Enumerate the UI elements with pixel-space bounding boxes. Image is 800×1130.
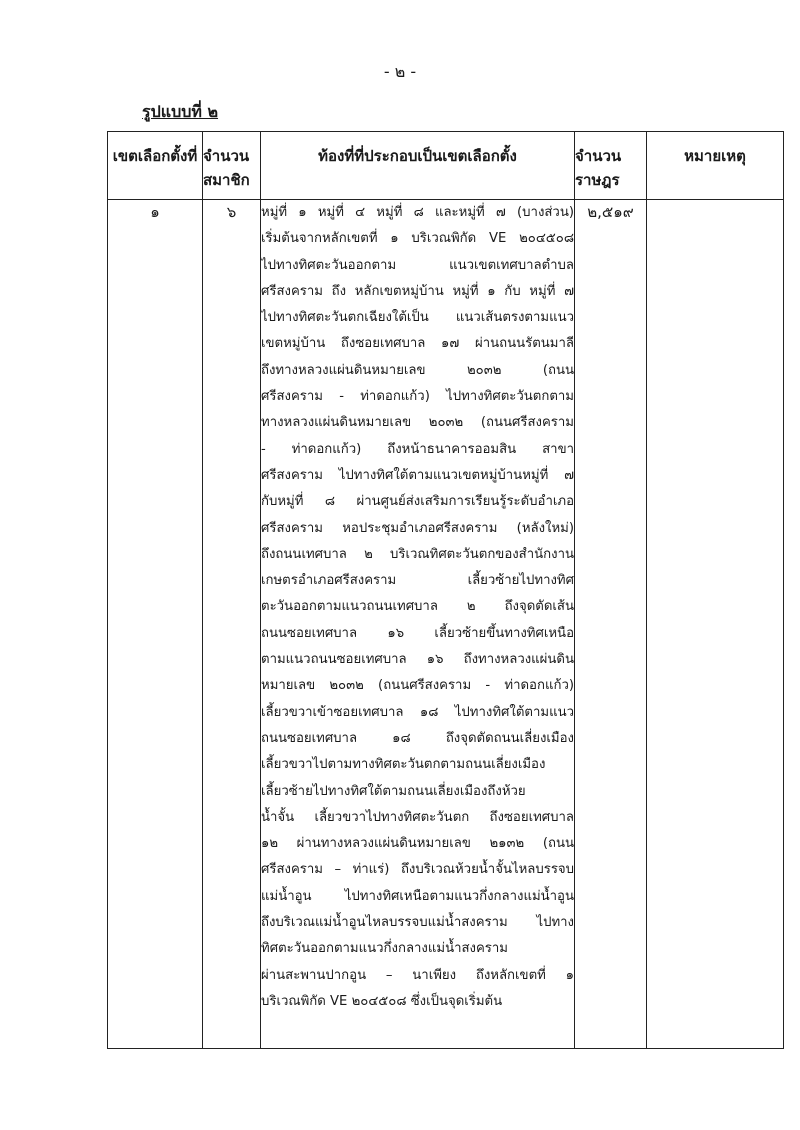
area-line: ถึงถนนเทศบาล ๒ บริเวณทิศตะวันตกของสำนักงาน <box>261 546 574 562</box>
header-members-line2: สมาชิก <box>203 171 250 189</box>
area-line: ไปทางทิศตะวันออกตาม แนวเขตเทศบาลตำบล <box>261 257 574 273</box>
header-members-line1: จำนวน <box>203 147 250 165</box>
area-line: ทิศตะวันออกตามแนวกึ่งกลางแม่น้ำสงคราม <box>261 941 508 957</box>
area-line: ศรีสงคราม - ท่าดอกแก้ว) ไปทางทิศตะวันตกตาม <box>261 389 574 405</box>
header-population <box>575 132 647 200</box>
population-count: ๒,๕๑๙ <box>575 200 647 1049</box>
area-line: ศรีสงคราม – ท่าแร่) ถึงบริเวณห้วยน้ำจั้นไหลบรรจบ <box>261 862 574 878</box>
header-row <box>108 132 784 200</box>
area-line: แม่น้ำอูน ไปทางทิศเหนือตามแนวกึ่งกลางแม่น้ำอูน <box>261 888 574 904</box>
area-line: เกษตรอำเภอศรีสงคราม เลี้ยวซ้ายไปทางทิศ <box>261 573 574 589</box>
area-line: เลี้ยวขวาเข้าซอยเทศบาล ๑๘ ไปทางทิศใต้ตามแนว <box>261 704 574 720</box>
area-line: ผ่านสะพานปากอูน – นาเพียง ถึงหลักเขตที่ ๑ <box>261 967 574 983</box>
area-description <box>261 200 575 1049</box>
header-population-line1: จำนวน <box>575 147 622 165</box>
header-members <box>203 132 261 200</box>
zone-number: ๑ <box>108 200 203 1049</box>
area-line: ตามแนวถนนซอยเทศบาล ๑๖ ถึงทางหลวงแผ่นดิน <box>261 652 574 668</box>
format-title: รูปแบบที่ ๒ <box>142 102 219 121</box>
area-line: ถนนซอยเทศบาล ๑๖ เลี้ยวซ้ายขึ้นทางทิศเหนือ <box>261 625 574 641</box>
area-line: เริ่มต้นจากหลักเขตที่ ๑ บริเวณพิกัด VE ๒๐๔๕๐๘ <box>261 231 574 247</box>
header-note: หมายเหตุ <box>647 132 784 200</box>
area-line: ศรีสงคราม ไปทางทิศใต้ตามแนวเขตหมู่บ้านหมู่ที่ ๗ <box>261 467 574 483</box>
area-line: หมู่ที่ ๑ หมู่ที่ ๔ หมู่ที่ ๘ และหมู่ที่ ๗ (บางส่วน) <box>261 205 574 220</box>
area-line: ถึงทางหลวงแผ่นดินหมายเลข ๒๐๓๒ (ถนน <box>261 362 574 378</box>
header-population-line2: ราษฎร <box>575 171 620 189</box>
page-number: - ๒ - <box>383 62 417 81</box>
area-line: ตะวันออกตามแนวถนนเทศบาล ๒ ถึงจุดตัดเส้น <box>261 599 574 615</box>
area-line: เขตหมู่บ้าน ถึงซอยเทศบาล ๑๗ ผ่านถนนรัตนมาลี <box>261 336 574 352</box>
note-cell <box>647 200 784 1049</box>
area-line: เลี้ยวขวาไปตามทางทิศตะวันตกตามถนนเลี่ยงเมือง <box>261 757 546 773</box>
member-count: ๖ <box>203 200 261 1049</box>
electoral-district-table <box>107 131 784 1049</box>
table-row <box>108 200 784 1049</box>
area-line: เลี้ยวซ้ายไปทางทิศใต้ตามถนนเลี่ยงเมืองถึงห้วย <box>261 783 526 799</box>
header-zone: เขตเลือกตั้งที่ <box>108 132 203 200</box>
area-line: ศรีสงคราม หอประชุมอำเภอศรีสงคราม (หลังใหม่) <box>261 520 574 536</box>
area-line: บริเวณพิกัด VE ๒๐๔๕๐๘ ซึ่งเป็นจุดเริ่มต้น <box>261 993 503 1009</box>
area-line: ๑๒ ผ่านทางหลวงแผ่นดินหมายเลข ๒๑๓๒ (ถนน <box>261 836 574 852</box>
area-line: น้ำจั้น เลี้ยวขวาไปทางทิศตะวันตก ถึงซอยเทศบาล <box>261 809 574 825</box>
area-line: - ท่าดอกแก้ว) ถึงหน้าธนาคารออมสิน สาขา <box>261 441 574 457</box>
area-line: ไปทางทิศตะวันตกเฉียงใต้เป็น แนวเส้นตรงตามแนว <box>261 310 574 326</box>
area-line: หมายเลข ๒๐๓๒ (ถนนศรีสงคราม - ท่าดอกแก้ว) <box>261 678 574 694</box>
area-line: ศรีสงคราม ถึง หลักเขตหมู่บ้าน หมู่ที่ ๑ กับ หมู่ที่ ๗ <box>261 283 574 299</box>
area-line: กับหมู่ที่ ๘ ผ่านศูนย์ส่งเสริมการเรียนรู้ระดับอำเภอ <box>261 494 574 510</box>
area-line: ทางหลวงแผ่นดินหมายเลข ๒๐๓๒ (ถนนศรีสงคราม <box>261 415 574 431</box>
area-line: ถึงบริเวณแม่น้ำอูนไหลบรรจบแม่น้ำสงคราม ไปทาง <box>261 915 574 931</box>
area-line: ถนนซอยเทศบาล ๑๘ ถึงจุดตัดถนนเลี่ยงเมือง <box>261 730 574 746</box>
header-area: ท้องที่ที่ประกอบเป็นเขตเลือกตั้ง <box>261 132 575 200</box>
